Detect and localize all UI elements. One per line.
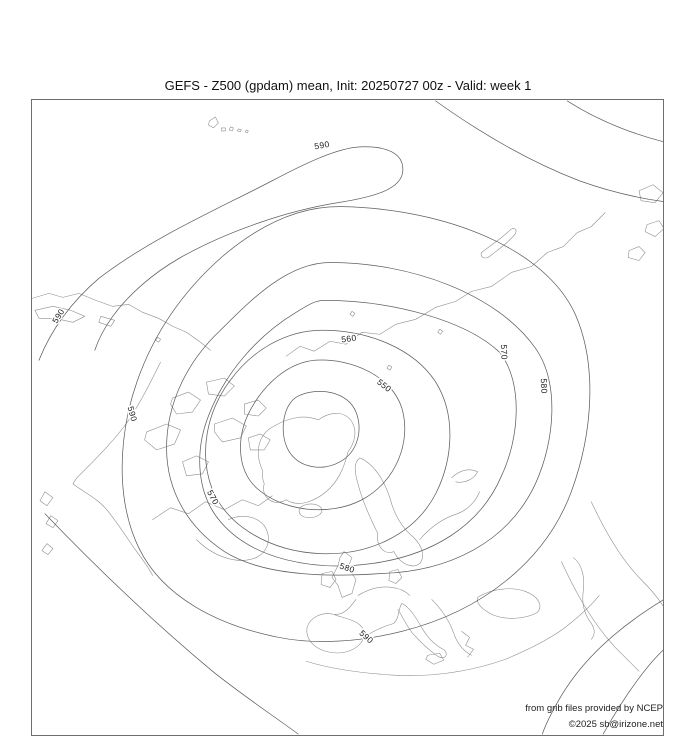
coastline-arctic-islet-b (387, 365, 392, 370)
contour-label-580: 580 (338, 560, 357, 575)
contour-label-590: 590 (125, 405, 140, 423)
coastline-caspian-sea (573, 558, 594, 640)
coastline-balkans (432, 599, 472, 655)
contour-590-ridge (39, 147, 403, 360)
contour-540 (283, 391, 359, 467)
coastline-na-west (73, 362, 161, 575)
contour-570 (200, 300, 516, 566)
attribution-copyright: ©2025 sb@irizone.net (568, 719, 663, 730)
coastline-west-islet-3 (42, 544, 53, 555)
coastline-svalbard-islet-2 (229, 127, 233, 131)
coastline-svalbard-islet-1 (221, 128, 225, 131)
contour-labels (50, 139, 550, 646)
coastline-novaya-zemlya (481, 228, 516, 257)
contour-label-570: 570 (498, 344, 510, 361)
weather-map (32, 100, 663, 735)
contour-label-590: 590 (313, 138, 331, 152)
coastline-arctic-island-2 (171, 392, 201, 414)
coastline-siberia (286, 213, 605, 357)
coastline-iceland (299, 504, 322, 518)
contour-580 (167, 262, 552, 575)
contour-label-590: 590 (357, 627, 376, 646)
page-title: GEFS - Z500 (gpdam) mean, Init: 20250727 00z - Valid: week 1 (164, 78, 532, 93)
contour-arc-top-right-2 (567, 101, 663, 142)
coastline-svalbard (208, 117, 218, 128)
coastline-svalbard-islet-3 (237, 129, 241, 132)
map-frame (31, 99, 664, 736)
coastline-west-islet-1 (40, 492, 53, 506)
coastline-scandinavia (355, 458, 422, 566)
coastline-sicily (426, 653, 444, 664)
coastline-north-sea (358, 587, 410, 595)
contour-label-590: 590 (49, 306, 67, 326)
coastline-arctic-islet-a (350, 311, 355, 316)
coastline-arctic-islet-d (438, 329, 443, 334)
coastline-denmark (389, 570, 402, 584)
contour-arc-bottom-left (45, 514, 298, 734)
coastline-greenland (258, 413, 355, 503)
coastline-arctic-island-5 (183, 456, 209, 476)
contour-label-550: 550 (375, 376, 394, 395)
contour-590 (122, 207, 590, 642)
coastline-greece (462, 631, 474, 657)
coastline-white-sea (452, 470, 478, 482)
contour-label-570: 570 (205, 488, 222, 507)
coastline-arctic-island-1 (145, 424, 181, 450)
coastline-black-sea (477, 589, 540, 619)
contour-560 (206, 330, 450, 553)
coastline-arctic-island-6 (244, 400, 266, 416)
coastline-svalbard-islet-4 (245, 130, 248, 133)
coastline-ne-asia-3 (628, 247, 645, 261)
river-volga (591, 502, 663, 608)
coastline-ne-asia-2 (645, 221, 663, 237)
coastline-france-iberia (307, 599, 364, 653)
coastline-arctic-island-7 (248, 434, 270, 450)
river-ural (561, 562, 639, 672)
coastline-finland (420, 492, 480, 540)
attribution-source: from grib files provided by NCEP (525, 703, 663, 714)
contour-label-580: 580 (538, 378, 550, 394)
contour-arc-top-right-1 (436, 101, 663, 202)
coastline-north-africa (306, 595, 599, 675)
contour-label-560: 560 (340, 332, 358, 345)
coastline-arctic-island-4 (214, 418, 246, 442)
coastline-west-islet-2 (46, 516, 58, 528)
